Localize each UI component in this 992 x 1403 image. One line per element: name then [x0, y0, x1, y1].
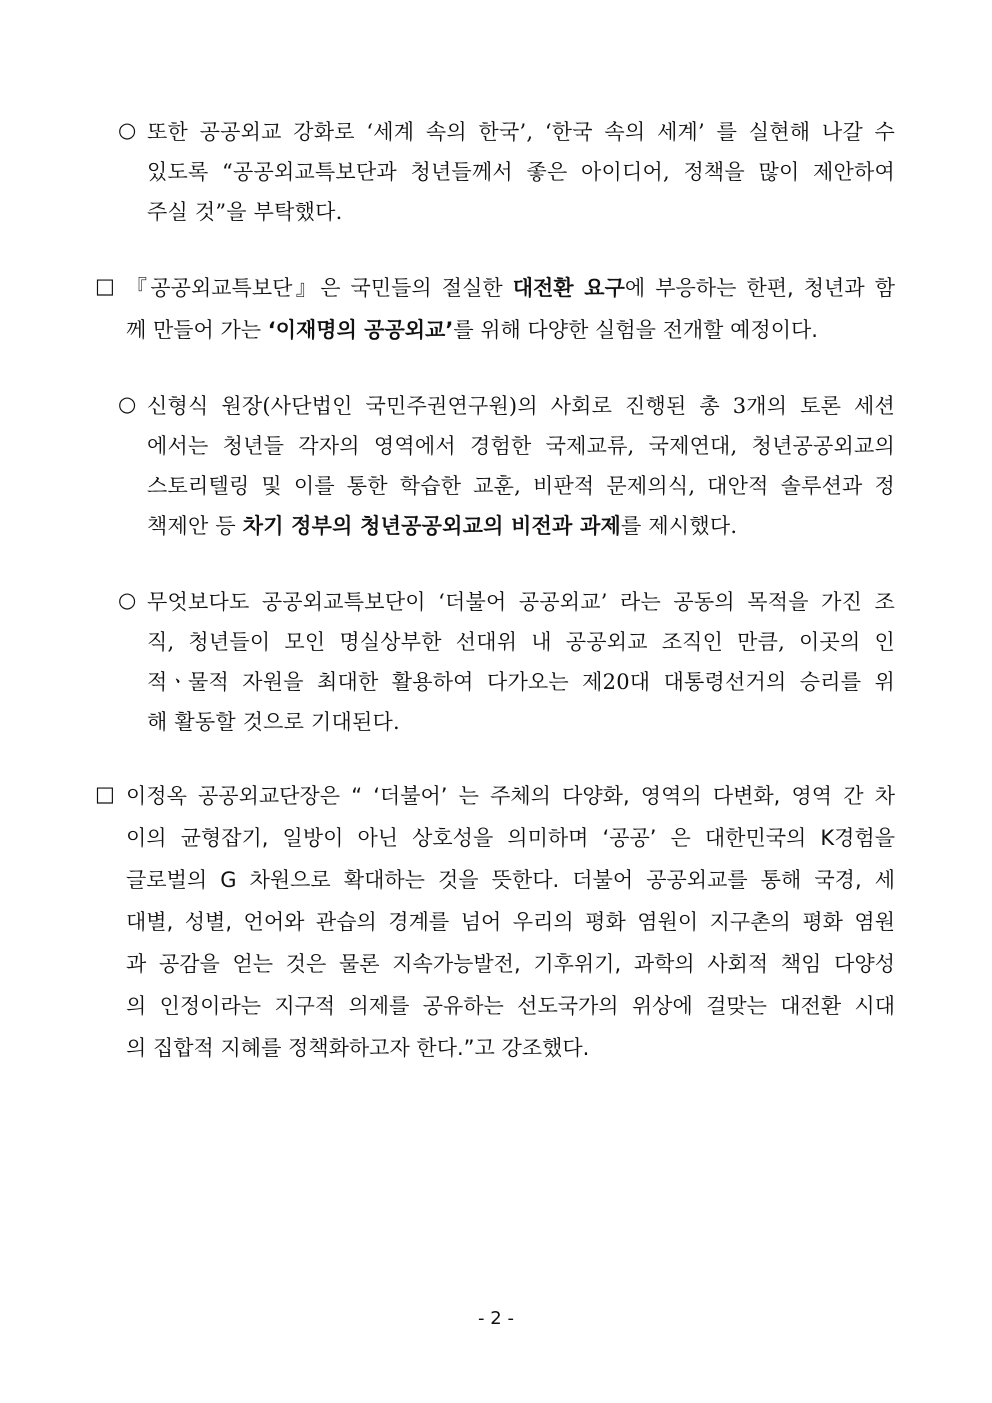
- text-line: 있도록 “공공외교특보단과 청년들께서 좋은 아이디어, 정책을 많이 제안하여: [147, 160, 895, 184]
- text-line: 또한 공공외교 강화로 ‘세계 속의 한국’, ‘한국 속의 세계’ 를 실현해 나갈 수: [147, 120, 895, 144]
- text-line: 무엇보다도 공공외교특보단이 ‘더불어 공공외교’ 라는 공동의 목적을 가진 조: [147, 590, 895, 614]
- page-number: - 2 -: [478, 1308, 514, 1329]
- text-line: 스토리텔링 및 이를 통한 학습한 교훈, 비판적 문제의식, 대안적 솔루션과 정: [147, 474, 895, 498]
- text-line: 글로벌의 G 차원으로 확대하는 것을 뜻한다. 더불어 공공외교를 통해 국경, 세: [126, 868, 895, 892]
- text-segment: 책제안 등: [147, 514, 243, 538]
- text-line: 신형식 원장(사단법인 국민주권연구원)의 사회로 진행된 총 3개의 토론 세션: [147, 394, 895, 418]
- square-bullet-icon: □: [95, 782, 115, 806]
- text-line: 과 공감을 얻는 것은 물론 지속가능발전, 기후위기, 과학의 사회적 책임 다양성: [126, 952, 895, 976]
- text-line: 의 집합적 지혜를 정책화하고자 한다.”고 강조했다.: [126, 1036, 590, 1060]
- text-line: 의 인정이라는 지구적 의제를 공유하는 선도국가의 위상에 걸맞는 대전환 시대: [126, 994, 895, 1018]
- text-line: 에서는 청년들 각자의 영역에서 경험한 국제교류, 국제연대, 청년공공외교의: [147, 434, 895, 458]
- text-segment: 께 만들어 가는: [126, 318, 268, 342]
- circle-bullet-icon: ○: [118, 118, 137, 142]
- text-line: 직, 청년들이 모인 명실상부한 선대위 내 공공외교 조직인 만큼, 이곳의 인: [147, 630, 895, 654]
- text-line: 대별, 성별, 언어와 관습의 경계를 넘어 우리의 평화 염원이 지구촌의 평화 염원: [126, 910, 895, 934]
- emphasis-text: 차기 정부의 청년공공외교의 비전과 과제: [242, 513, 622, 538]
- text-line: 적ㆍ물적 자원을 최대한 활용하여 다가오는 제20대 대통령선거의 승리를 위: [147, 670, 895, 694]
- text-line: 해 활동할 것으로 기대된다.: [147, 710, 400, 734]
- text-segment: 를 위해 다양한 실험을 전개할 예정이다.: [453, 318, 818, 342]
- circle-bullet-icon: ○: [118, 392, 137, 416]
- emphasis-text: 대전환 요구: [512, 276, 625, 300]
- text-line: 이의 균형잡기, 일방이 아닌 상호성을 의미하며 ‘공공’ 은 대한민국의 K경험을: [126, 826, 895, 850]
- text-line: [126, 272, 895, 302]
- text-line: 주실 것”을 부탁했다.: [147, 200, 343, 224]
- text-line: 이정옥 공공외교단장은 “ ‘더불어’ 는 주체의 다양화, 영역의 다변화, 영역 간 차: [126, 784, 895, 808]
- text-line: [147, 510, 895, 540]
- square-bullet-icon: □: [95, 274, 115, 298]
- text-segment: 에 부응하는 한편, 청년과 함: [624, 276, 895, 300]
- text-line: [126, 314, 895, 344]
- text-segment: 를 제시했다.: [621, 514, 738, 538]
- emphasis-text: ‘이재명의 공공외교’: [267, 318, 454, 342]
- text-segment: 『공공외교특보단』은 국민들의 절실한: [126, 276, 513, 300]
- circle-bullet-icon: ○: [118, 588, 137, 612]
